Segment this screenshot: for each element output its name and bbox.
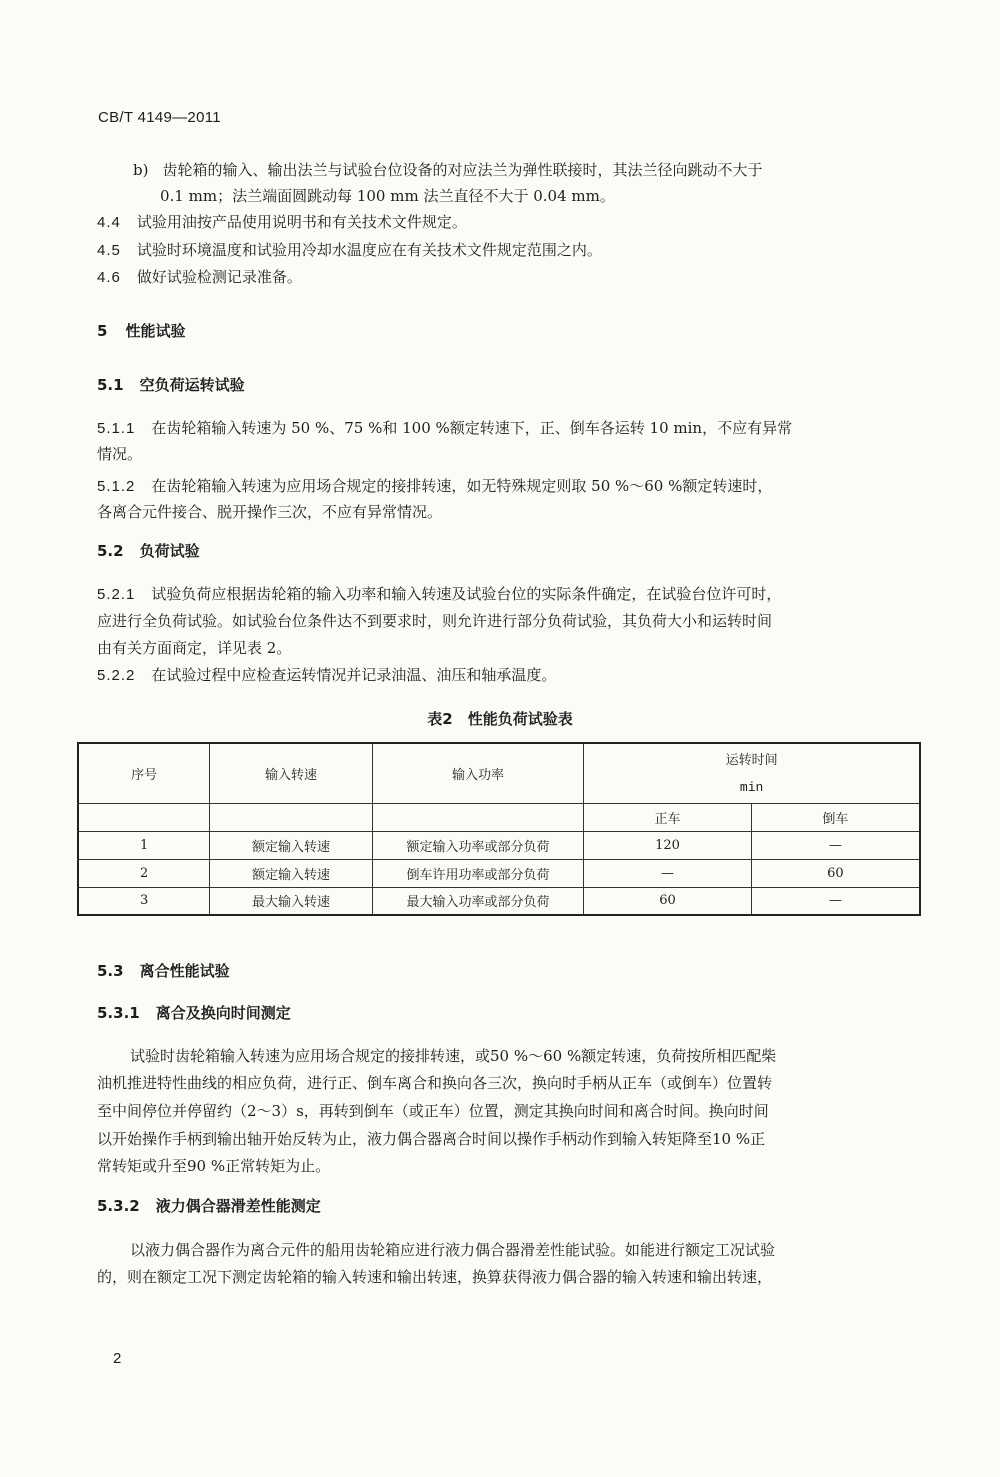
clause-5-1-2-line1 [97,476,772,497]
section-title: 性能试验 [125,322,186,340]
clause-text: 试验时环境温度和试验用冷却水温度应在有关技术文件规定范围之内。 [136,241,602,259]
table-subheader-row [78,803,920,831]
table-row [78,831,920,859]
clause-number: 5.2.1 [97,586,136,603]
para-5-3-1-line4: 以开始操作手柄到输出轴开始反转为止，液力偶合器离合时间以操作手柄动作到输入转矩降至10 %正 [97,1130,766,1148]
cell-reverse: — [751,831,920,859]
section-number: 5.1 [97,376,124,394]
header-unit: min [584,773,920,803]
cell-forward: — [584,859,752,887]
page-number: 2 [113,1350,122,1367]
item-b-line2: 0.1 mm；法兰端面圆跳动每 100 mm 法兰直径不大于 0.04 mm。 [160,187,615,205]
section-number: 5.3.2 [97,1197,140,1215]
clause-4-5 [97,240,602,261]
cell-speed: 最大输入转速 [210,887,373,915]
clause-text: 在齿轮箱输入转速为应用场合规定的接排转速，如无特殊规定则取 50 %～60 %额定转速时， [151,477,773,495]
section-5-heading [97,321,185,341]
section-title: 空负荷运转试验 [139,376,245,394]
cell-power: 最大输入功率或部分负荷 [372,887,583,915]
item-b-text1: 齿轮箱的输入、输出法兰与试验台位设备的对应法兰为弹性联接时，其法兰径向跳动不大于 [162,161,763,179]
cell-power: 额定输入功率或部分负荷 [372,831,583,859]
clause-number: 5.2.2 [97,667,136,684]
header-reverse: 倒车 [751,803,920,831]
para-5-3-1-line5: 常转矩或升至90 %正常转矩为止。 [97,1157,331,1175]
section-5-3-heading [97,961,230,981]
header-seq: 序号 [78,743,210,803]
clause-text: 试验用油按产品使用说明书和有关技术文件规定。 [136,213,467,231]
clause-text: 做好试验检测记录准备。 [136,268,302,286]
section-5-3-1-heading [97,1003,291,1023]
clause-5-1-1-line1 [97,418,792,439]
standard-header: CB/T 4149—2011 [98,109,221,126]
header-input-speed: 输入转速 [210,743,373,803]
clause-text: 在试验过程中应检查运转情况并记录油温、油压和轴承温度。 [151,666,557,684]
section-title: 离合及换向时间测定 [155,1004,291,1022]
cell-reverse: — [751,887,920,915]
clause-5-2-1-line3: 由有关方面商定，详见表 2。 [97,639,292,657]
table-row [78,859,920,887]
para-5-3-1-line3: 至中间停位并停留约（2～3）s，再转到倒车（或正车）位置，测定其换向时间和离合时间。换向时间 [97,1102,769,1120]
cell-seq: 1 [78,831,210,859]
section-number: 5.2 [97,542,124,560]
para-5-3-2-line1: 以液力偶合器作为离合元件的船用齿轮箱应进行液力偶合器滑差性能试验。如能进行额定工况试验 [130,1241,776,1259]
cell-reverse: 60 [751,859,920,887]
clause-number: 4.6 [97,269,121,286]
clause-number: 5.1.1 [97,420,136,437]
section-title: 负荷试验 [139,542,200,560]
cell-seq: 2 [78,859,210,887]
clause-4-4 [97,212,467,233]
section-title: 离合性能试验 [139,962,230,980]
section-number: 5 [97,322,108,340]
cell-speed: 额定输入转速 [210,859,373,887]
item-b-label: b) [133,161,149,179]
para-5-3-1-line2: 油机推进特性曲线的相应负荷，进行正、倒车离合和换向各三次，换向时手柄从正车（或倒车）位置转 [97,1074,773,1092]
section-5-2-heading [97,541,200,561]
clause-number: 5.1.2 [97,478,136,495]
clause-5-2-1-line2: 应进行全负荷试验。如试验台位条件达不到要求时，则允许进行部分负荷试验，其负荷大小和运转时间 [97,612,773,630]
cell-speed: 额定输入转速 [210,831,373,859]
header-runtime: 运转时间 [584,743,920,773]
clause-5-2-1-line1 [97,584,781,605]
clause-number: 4.5 [97,242,121,259]
clause-5-1-1-line2: 情况。 [97,445,143,463]
clause-text: 在齿轮箱输入转速为 50 %、75 %和 100 %额定转速下，正、倒车各运转 10 min，不应有异常 [151,419,793,437]
table-row [78,887,920,915]
clause-text: 试验负荷应根据齿轮箱的输入功率和输入转速及试验台位的实际条件确定，在试验台位许可时， [151,585,782,603]
clause-4-6 [97,267,302,288]
table-header-row [78,743,920,773]
item-b-line1 [133,160,762,180]
section-5-3-2-heading [97,1196,321,1216]
cell-seq: 3 [78,887,210,915]
para-5-3-1-line1: 试验时齿轮箱输入转速为应用场合规定的接排转速，或50 %～60 %额定转速，负荷按所相匹配柴 [130,1047,777,1065]
clause-5-1-2-line2: 各离合元件接合、脱开操作三次，不应有异常情况。 [97,503,443,521]
section-title: 液力偶合器滑差性能测定 [155,1197,321,1215]
section-number: 5.3.1 [97,1004,140,1022]
header-forward: 正车 [584,803,752,831]
clause-number: 4.4 [97,214,121,231]
cell-forward: 120 [584,831,752,859]
performance-load-test-table [77,742,921,916]
table-caption: 表2 性能负荷试验表 [427,710,573,728]
cell-power: 倒车许用功率或部分负荷 [372,859,583,887]
section-number: 5.3 [97,962,124,980]
para-5-3-2-line2: 的，则在额定工况下测定齿轮箱的输入转速和输出转速，换算获得液力偶合器的输入转速和输出转速， [97,1268,773,1286]
section-5-1-heading [97,375,245,395]
cell-forward: 60 [584,887,752,915]
header-input-power: 输入功率 [372,743,583,803]
clause-5-2-2 [97,665,556,686]
